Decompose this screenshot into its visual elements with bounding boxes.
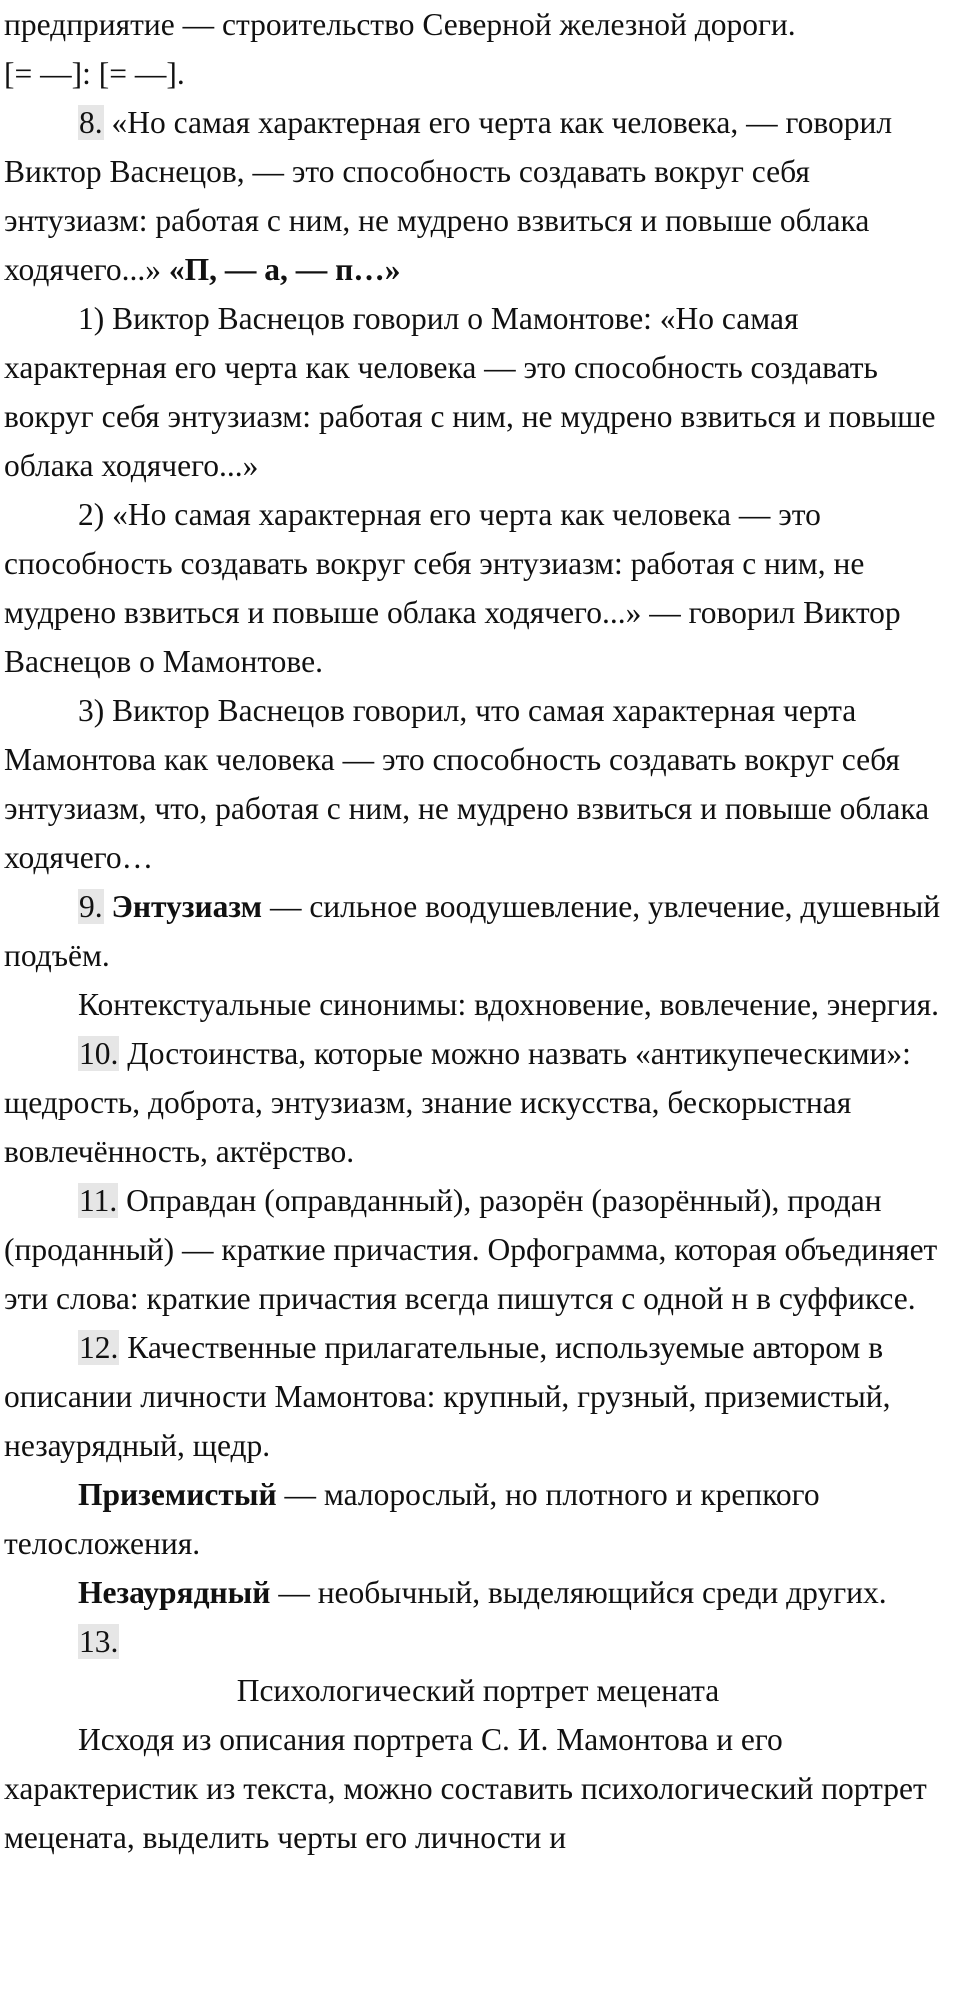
paragraph-11 bbox=[4, 1176, 952, 1323]
item-number-13: 13. bbox=[79, 1624, 119, 1659]
term-nezauryadny: Незаурядный bbox=[78, 1575, 271, 1610]
item-number-10: 10. bbox=[79, 1036, 119, 1071]
paragraph-8 bbox=[4, 98, 952, 294]
term-definition: — сильное воодушевление, увлечение, душевный подъём. bbox=[4, 889, 941, 973]
punctuation-scheme: «П, — а, — п…» bbox=[168, 252, 401, 287]
item-number-9: 9. bbox=[79, 889, 103, 924]
paragraph-12 bbox=[4, 1323, 952, 1470]
paragraph-10 bbox=[4, 1029, 952, 1176]
section-title: Психологический портрет мецената bbox=[236, 1673, 720, 1708]
intro-line-2: [= —]: [= —]. bbox=[4, 56, 185, 91]
variant-1: 1) Виктор Васнецов говорил о Мамонтове: «Но самая характерная его черта как человека — это способность создавать вокруг себя энтузиазм: работая с ним, не мудрено взвиться и повыше облака ходячего...» bbox=[4, 301, 936, 483]
portrait-text: Исходя из описания портрета С. И. Мамонтова и его характеристик из текста, можно составить психологический портрет мецената, выделить черты его личности и bbox=[4, 1722, 927, 1855]
quote-text: «Но самая характерная его черта как человека, — говорил Виктор Васнецов, — это способность создавать вокруг себя энтузиазм: работая с ним, не мудрено взвиться и повыше облака ходячего...» bbox=[4, 105, 893, 287]
paragraph-9 bbox=[4, 882, 952, 980]
definition-nezauryadny bbox=[4, 1568, 952, 1617]
variant-3: 3) Виктор Васнецов говорил, что самая характерная черта Мамонтова как человека — это способность создавать вокруг себя энтузиазм, что, работая с ним, не мудрено взвиться и повыше облака ходячего… bbox=[4, 693, 930, 875]
definition-text: — необычный, выделяющийся среди других. bbox=[270, 1575, 887, 1610]
item-number-12: 12. bbox=[79, 1330, 119, 1365]
item-number-8: 8. bbox=[79, 105, 103, 140]
variant-2: 2) «Но самая характерная его черта как человека — это способность создавать вокруг себя энтузиазм: работая с ним, не мудрено взвиться и повыше облака ходячего...» — говорил Виктор Васнецов о Мамонтове. bbox=[4, 497, 901, 679]
term-prizemisty: Приземистый bbox=[78, 1477, 277, 1512]
participles-text: Оправдан (оправданный), разорён (разорённый), продан (проданный) — краткие причастия. Орфограмма, которая объединяет эти слова: краткие причастия всегда пишутся с одной н в суффиксе. bbox=[4, 1183, 938, 1316]
paragraph-13 bbox=[4, 1617, 952, 1666]
synonyms-line: Контекстуальные синонимы: вдохновение, вовлечение, энергия. bbox=[78, 987, 939, 1022]
adjectives-text: Качественные прилагательные, используемые автором в описании личности Мамонтова: крупный, грузный, приземистый, незаурядный, щедр. bbox=[4, 1330, 891, 1463]
paragraph-intro bbox=[4, 0, 952, 98]
term-enthusiasm: Энтузиазм bbox=[111, 889, 263, 924]
intro-line-1: предприятие — строительство Северной железной дороги. bbox=[4, 7, 796, 42]
item-number-11: 11. bbox=[79, 1183, 118, 1218]
definition-text: — малорослый, но плотного и крепкого телосложения. bbox=[4, 1477, 820, 1561]
definition-prizemisty bbox=[4, 1470, 952, 1568]
virtues-text: Достоинства, которые можно назвать «антикупеческими»: щедрость, доброта, энтузиазм, знание искусства, бескорыстная вовлечённость, актёрство. bbox=[4, 1036, 911, 1169]
